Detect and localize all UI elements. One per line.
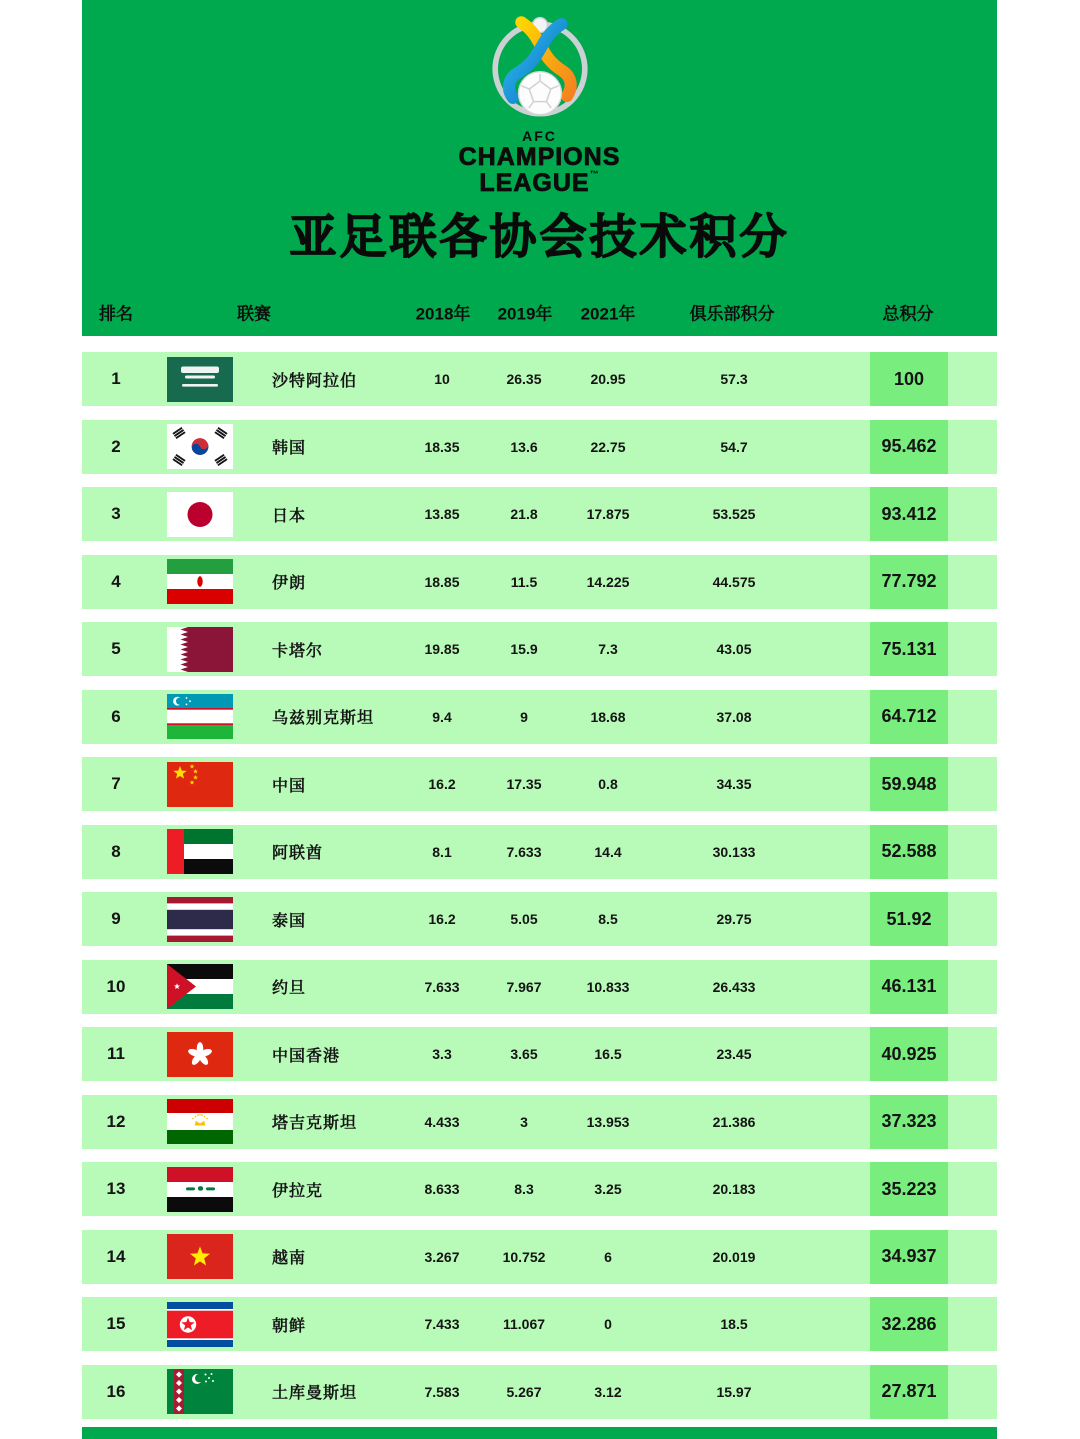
points-2019: 9 [520, 708, 528, 725]
flag-icon-turkmenistan [150, 1365, 250, 1419]
table-row-8 [82, 825, 997, 879]
club-points: 37.08 [716, 708, 752, 725]
col-header-rank: 排名 [99, 304, 133, 324]
col-header-2019: 2019年 [497, 304, 553, 324]
table-row-5 [82, 622, 997, 676]
total-points-cell: 95.462 [870, 420, 948, 474]
club-points: 21.386 [712, 1113, 756, 1130]
table-row-3 [82, 487, 997, 541]
points-2019: 15.9 [510, 641, 538, 657]
flag-icon-hong-kong [150, 1027, 250, 1081]
points-2019: 3 [520, 1113, 528, 1130]
total-points-cell: 51.92 [870, 892, 948, 946]
column-spacer [824, 555, 870, 609]
club-points: 53.525 [712, 506, 756, 522]
country-name: 日本 [272, 507, 307, 525]
points-2018: 10 [434, 371, 450, 387]
flag-icon-thailand [150, 892, 250, 946]
country-name: 土库曼斯坦 [272, 1385, 358, 1402]
total-points-cell: 34.937 [870, 1230, 948, 1284]
total-points-cell: 59.948 [870, 757, 948, 811]
points-2021: 14.4 [594, 843, 622, 860]
flag-icon-china [150, 757, 250, 811]
flag-icon-uzbekistan [150, 690, 250, 744]
table-row-11 [82, 1027, 997, 1081]
club-points: 29.75 [716, 911, 752, 927]
points-2021: 14.225 [586, 573, 630, 590]
points-2021: 7.3 [598, 641, 618, 657]
col-header-league: 联赛 [237, 304, 271, 324]
country-name: 沙特阿拉伯 [272, 372, 358, 390]
points-2019: 7.967 [506, 978, 542, 995]
ranking-table-body [82, 352, 997, 1419]
table-row-16 [82, 1365, 997, 1419]
country-name: 中国香港 [272, 1047, 341, 1065]
rank-cell: 10 [106, 976, 126, 996]
country-name: 泰国 [272, 912, 307, 930]
table-row-10 [82, 960, 997, 1014]
country-name: 伊朗 [272, 575, 307, 592]
header-banner [82, 0, 997, 336]
col-header-2021: 2021年 [580, 304, 636, 324]
points-2021: 8.5 [598, 911, 618, 927]
country-name: 中国 [272, 777, 307, 795]
points-2021: 0 [604, 1316, 612, 1332]
club-points: 57.3 [720, 371, 748, 387]
column-spacer [824, 1095, 870, 1149]
total-points-cell: 46.131 [870, 960, 948, 1014]
points-2018: 13.85 [424, 506, 460, 522]
rank-cell: 12 [106, 1111, 126, 1131]
table-row-6 [82, 690, 997, 744]
total-points-cell: 64.712 [870, 690, 948, 744]
total-points-cell: 27.871 [870, 1365, 948, 1419]
table-row-7 [82, 757, 997, 811]
table-row-12 [82, 1095, 997, 1149]
country-name: 卡塔尔 [272, 642, 324, 660]
total-points-cell: 100 [870, 352, 948, 406]
table-row-4 [82, 555, 997, 609]
rank-cell: 3 [111, 504, 121, 523]
points-2018: 7.633 [424, 978, 460, 995]
points-2021: 3.12 [594, 1383, 622, 1400]
rank-cell: 13 [106, 1179, 126, 1198]
points-2019: 8.3 [514, 1181, 534, 1197]
points-2021: 3.25 [594, 1181, 622, 1197]
points-2018: 8.633 [424, 1181, 460, 1197]
country-name: 伊拉克 [272, 1182, 324, 1200]
club-points: 20.183 [712, 1181, 756, 1197]
flag-icon-iraq [150, 1162, 250, 1216]
club-points: 15.97 [716, 1383, 752, 1400]
column-spacer [824, 1297, 870, 1351]
column-spacer [824, 420, 870, 474]
column-spacer [824, 622, 870, 676]
points-2019: 3.65 [510, 1046, 538, 1062]
points-2021: 10.833 [586, 978, 630, 995]
club-points: 26.433 [712, 978, 756, 995]
points-2019: 5.05 [510, 911, 538, 927]
points-2018: 18.85 [424, 573, 460, 590]
column-spacer [824, 960, 870, 1014]
points-2018: 3.3 [432, 1046, 452, 1062]
country-name: 塔吉克斯坦 [272, 1115, 358, 1132]
points-2018: 7.433 [424, 1316, 460, 1332]
flag-icon-japan [150, 487, 250, 541]
club-points: 20.019 [712, 1248, 756, 1265]
points-2021: 18.68 [590, 708, 626, 725]
points-2019: 26.35 [506, 371, 542, 387]
points-2019: 21.8 [510, 506, 538, 522]
page-title: 亚足联各协会技术积分 [289, 210, 790, 263]
club-points: 30.133 [712, 843, 756, 860]
column-spacer [824, 487, 870, 541]
points-2019: 5.267 [506, 1383, 542, 1400]
country-name: 约旦 [272, 980, 307, 997]
points-2021: 6 [604, 1248, 612, 1265]
table-row-15 [82, 1297, 997, 1351]
logo-league-word: LEAGUE [479, 169, 590, 197]
column-spacer [824, 690, 870, 744]
total-points-cell: 32.286 [870, 1297, 948, 1351]
table-row-13 [82, 1162, 997, 1216]
country-name: 韩国 [272, 440, 307, 457]
flag-icon-south-korea [150, 420, 250, 474]
logo-afc-text: AFC [522, 128, 557, 144]
rank-cell: 2 [111, 436, 121, 456]
column-spacer [824, 352, 870, 406]
country-name: 乌兹别克斯坦 [272, 710, 375, 727]
flag-icon-iran [150, 555, 250, 609]
points-2018: 4.433 [424, 1113, 460, 1130]
total-points-cell: 52.588 [870, 825, 948, 879]
club-points: 43.05 [716, 641, 752, 657]
points-2018: 16.2 [428, 911, 456, 927]
points-2019: 17.35 [506, 776, 542, 792]
afc-champions-league-logo-icon [484, 14, 596, 122]
points-2018: 7.583 [424, 1383, 460, 1400]
total-points-cell: 93.412 [870, 487, 948, 541]
points-2018: 3.267 [424, 1248, 460, 1265]
points-2019: 11.5 [510, 573, 538, 590]
column-spacer [824, 757, 870, 811]
total-points-cell: 37.323 [870, 1095, 948, 1149]
flag-icon-uae [150, 825, 250, 879]
points-2019: 7.633 [506, 843, 542, 860]
col-header-total-points: 总积分 [882, 304, 934, 324]
points-2021: 0.8 [598, 776, 618, 792]
column-spacer [824, 1230, 870, 1284]
points-2018: 9.4 [432, 708, 452, 725]
points-2018: 19.85 [424, 641, 460, 657]
total-points-cell: 40.925 [870, 1027, 948, 1081]
logo-champions-text: CHAMPIONS [458, 143, 621, 171]
flag-icon-saudi-arabia [150, 352, 250, 406]
table-header-row [82, 288, 997, 336]
flag-icon-jordan [150, 960, 250, 1014]
rank-cell: 11 [107, 1044, 125, 1063]
total-points-cell: 77.792 [870, 555, 948, 609]
club-points: 23.45 [716, 1046, 752, 1062]
points-2021: 20.95 [590, 371, 626, 387]
col-header-2018: 2018年 [415, 304, 471, 324]
rank-cell: 16 [106, 1381, 126, 1401]
flag-icon-north-korea [150, 1297, 250, 1351]
rank-cell: 6 [111, 706, 121, 726]
column-spacer [824, 892, 870, 946]
rank-cell: 15 [106, 1314, 126, 1333]
flag-icon-vietnam [150, 1230, 250, 1284]
flag-icon-tajikistan [150, 1095, 250, 1149]
logo-league-text [82, 169, 997, 198]
country-name: 朝鲜 [272, 1317, 307, 1335]
club-points: 44.575 [712, 573, 756, 590]
points-2019: 13.6 [510, 438, 538, 455]
rank-cell: 4 [111, 571, 121, 591]
rank-cell: 1 [111, 369, 121, 388]
points-2019: 10.752 [502, 1248, 546, 1265]
total-points-cell: 75.131 [870, 622, 948, 676]
col-header-club-points: 俱乐部积分 [689, 304, 775, 324]
rank-cell: 5 [111, 639, 121, 658]
club-points: 34.35 [716, 776, 752, 792]
points-2018: 18.35 [424, 438, 460, 455]
total-points-cell: 35.223 [870, 1162, 948, 1216]
table-row-9 [82, 892, 997, 946]
country-name: 越南 [272, 1250, 307, 1267]
country-name: 阿联酋 [272, 845, 324, 862]
column-spacer [824, 1162, 870, 1216]
club-points: 54.7 [720, 438, 748, 455]
column-spacer [824, 1365, 870, 1419]
rank-cell: 8 [111, 841, 121, 861]
content-panel [82, 0, 997, 1439]
table-row-14 [82, 1230, 997, 1284]
points-2021: 16.5 [594, 1046, 622, 1062]
rank-cell: 9 [111, 909, 121, 928]
points-2018: 8.1 [432, 843, 452, 860]
bottom-green-bar [82, 1427, 997, 1439]
table-row-2 [82, 420, 997, 474]
points-2019: 11.067 [502, 1316, 546, 1332]
points-2021: 22.75 [590, 438, 626, 455]
rank-cell: 7 [111, 774, 121, 793]
flag-icon-qatar [150, 622, 250, 676]
club-points: 18.5 [720, 1316, 748, 1332]
rank-cell: 14 [106, 1246, 126, 1266]
points-2018: 16.2 [428, 776, 456, 792]
points-2021: 17.875 [586, 506, 630, 522]
column-spacer [824, 825, 870, 879]
trademark-symbol: ™ [589, 169, 600, 179]
column-spacer [824, 1027, 870, 1081]
points-2021: 13.953 [586, 1113, 630, 1130]
table-row-1 [82, 352, 997, 406]
